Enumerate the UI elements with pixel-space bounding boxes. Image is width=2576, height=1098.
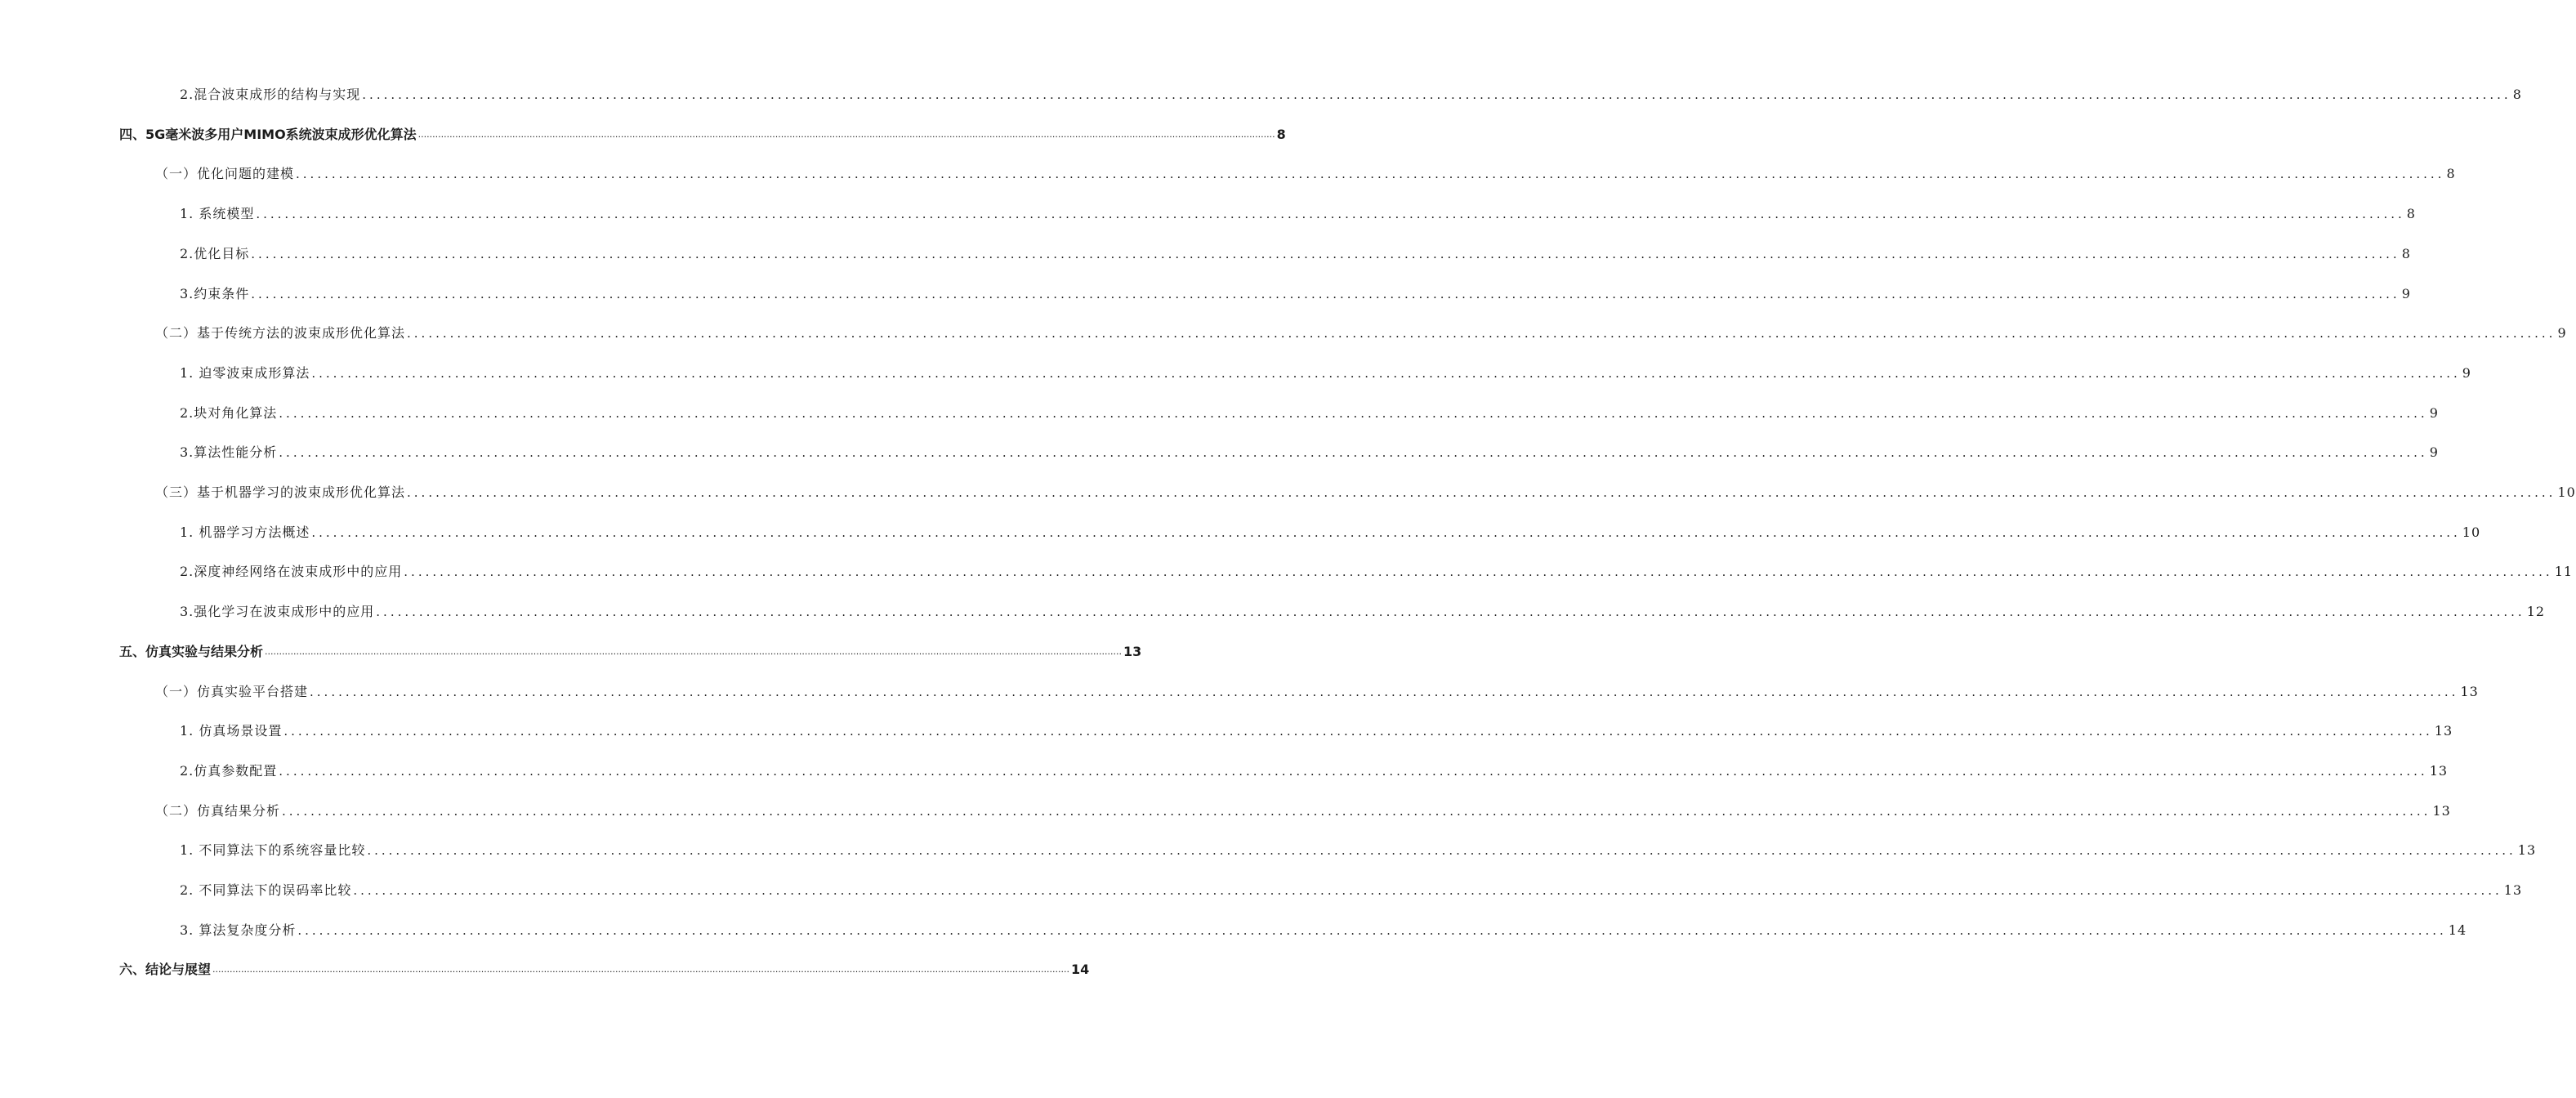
toc-entry[interactable] bbox=[180, 761, 2449, 781]
toc-entry-page-number: 13 bbox=[2517, 842, 2537, 858]
toc-entry-page-number: 13 bbox=[2429, 763, 2449, 779]
toc-entry-page-number: 8 bbox=[2401, 246, 2411, 261]
toc-leader-dots: ............................................................................................................................................................................................................................................................................................................ bbox=[404, 565, 2553, 579]
toc-leader-dots: ............................................................................................................................................................................................................................................................................................................ bbox=[251, 247, 2400, 261]
toc-entry-page-number: 9 bbox=[2429, 405, 2439, 421]
toc-entry-page-number: 9 bbox=[2462, 365, 2471, 381]
toc-entry-title: 1. 仿真场景设置 bbox=[180, 723, 283, 739]
toc-leader-dots: ............................................................................................................................................................................................................................................................................................................ bbox=[279, 445, 2428, 460]
toc-entry[interactable] bbox=[119, 960, 1090, 980]
toc-entry-title: 3.算法性能分析 bbox=[180, 444, 278, 460]
toc-entry[interactable] bbox=[180, 881, 2523, 900]
toc-leader-dots: ............................................................................................................................................................................................................................................................................................................ bbox=[212, 964, 1069, 975]
toc-entry-title: （二）仿真结果分析 bbox=[155, 803, 281, 819]
toc-entry-page-number: 13 bbox=[2432, 803, 2451, 819]
toc-leader-dots: ............................................................................................................................................................................................................................................................................................................ bbox=[310, 685, 2459, 699]
toc-entry[interactable] bbox=[180, 523, 2481, 542]
toc-entry-title: （二）基于传统方法的波束成形优化算法 bbox=[155, 325, 406, 341]
toc-entry[interactable] bbox=[180, 602, 2546, 622]
toc-entry-page-number: 14 bbox=[2448, 922, 2467, 938]
toc-entry[interactable] bbox=[155, 801, 2451, 821]
toc-entry-title: （一）仿真实验平台搭建 bbox=[155, 684, 309, 699]
toc-entry-page-number: 13 bbox=[2460, 684, 2479, 699]
toc-entry-page-number: 12 bbox=[2526, 604, 2546, 619]
toc-entry-title: 1. 迫零波束成形算法 bbox=[180, 365, 310, 381]
toc-leader-dots: ............................................................................................................................................................................................................................................................................................................ bbox=[367, 843, 2516, 858]
toc-entry[interactable] bbox=[180, 244, 2411, 264]
toc-entry-page-number: 13 bbox=[2503, 882, 2523, 898]
toc-entry-title: （一）优化问题的建模 bbox=[155, 166, 295, 181]
toc-entry-title: 2. 不同算法下的误码率比较 bbox=[180, 882, 352, 898]
toc-entry-title: 3.约束条件 bbox=[180, 286, 250, 301]
toc-entry[interactable] bbox=[119, 125, 1286, 145]
toc-entry-page-number: 8 bbox=[2406, 206, 2416, 221]
toc-entry[interactable] bbox=[119, 642, 1142, 662]
toc-entry-title: 1. 不同算法下的系统容量比较 bbox=[180, 842, 366, 858]
toc-entry[interactable] bbox=[180, 404, 2439, 423]
toc-leader-dots: ............................................................................................................................................................................................................................................................................................................ bbox=[407, 326, 2556, 341]
toc-entry-title: 六、结论与展望 bbox=[119, 962, 212, 977]
toc-leader-dots: ............................................................................................................................................................................................................................................................................................................ bbox=[311, 525, 2461, 540]
toc-entry[interactable] bbox=[155, 164, 2456, 184]
toc-entry[interactable] bbox=[155, 483, 2576, 502]
toc-entry-title: 2.块对角化算法 bbox=[180, 405, 278, 421]
toc-entry[interactable] bbox=[155, 324, 2567, 343]
toc-entry-page-number: 10 bbox=[2557, 484, 2576, 500]
toc-entry-page-number: 13 bbox=[2434, 723, 2453, 739]
toc-entry-page-number: 8 bbox=[2512, 87, 2522, 102]
toc-entry[interactable] bbox=[155, 682, 2479, 702]
toc-leader-dots: ............................................................................................................................................................................................................................................................................................................ bbox=[376, 605, 2525, 619]
toc-entry[interactable] bbox=[180, 721, 2453, 741]
toc-leader-dots: ............................................................................................................................................................................................................................................................................................................ bbox=[297, 923, 2447, 938]
toc-entry-page-number: 9 bbox=[2557, 325, 2567, 341]
toc-leader-dots: ............................................................................................................................................................................................................................................................................................................ bbox=[283, 724, 2433, 739]
toc-entry-page-number: 14 bbox=[1071, 962, 1090, 977]
toc-entry-page-number: 8 bbox=[2446, 166, 2456, 181]
toc-entry-page-number: 10 bbox=[2462, 524, 2481, 540]
toc-leader-dots: ............................................................................................................................................................................................................................................................................................................ bbox=[417, 129, 1275, 140]
toc-entry-title: 四、5G毫米波多用户MIMO系统波束成形优化算法 bbox=[119, 127, 417, 142]
toc-entry-title: 2.混合波束成形的结构与实现 bbox=[180, 87, 361, 102]
toc-entry-page-number: 9 bbox=[2429, 444, 2439, 460]
toc-entry[interactable] bbox=[180, 921, 2467, 940]
toc-entry[interactable] bbox=[180, 364, 2471, 383]
toc-entry-title: 1. 系统模型 bbox=[180, 206, 255, 221]
toc-leader-dots: ............................................................................................................................................................................................................................................................................................................ bbox=[251, 287, 2400, 301]
toc-entry-page-number: 9 bbox=[2401, 286, 2411, 301]
toc-entry-page-number: 11 bbox=[2554, 564, 2574, 579]
toc-leader-dots: ............................................................................................................................................................................................................................................................................................................ bbox=[282, 804, 2431, 819]
toc-entry[interactable] bbox=[180, 284, 2411, 304]
toc-entry-page-number: 8 bbox=[1276, 127, 1286, 142]
toc-entry[interactable] bbox=[180, 562, 2574, 582]
toc-entry-title: 2.优化目标 bbox=[180, 246, 250, 261]
toc-leader-dots: ............................................................................................................................................................................................................................................................................................................ bbox=[279, 406, 2428, 421]
toc-leader-dots: ............................................................................................................................................................................................................................................................................................................ bbox=[296, 167, 2445, 181]
toc-entry-title: 五、仿真实验与结果分析 bbox=[119, 644, 264, 659]
toc-leader-dots: ............................................................................................................................................................................................................................................................................................................ bbox=[407, 485, 2556, 500]
toc-entry[interactable] bbox=[180, 204, 2416, 224]
toc-entry-title: 2.仿真参数配置 bbox=[180, 763, 278, 779]
toc-entry-title: （三）基于机器学习的波束成形优化算法 bbox=[155, 484, 406, 500]
toc-entry-title: 3. 算法复杂度分析 bbox=[180, 922, 297, 938]
toc-leader-dots: ............................................................................................................................................................................................................................................................................................................ bbox=[362, 87, 2511, 102]
toc-entry-title: 2.深度神经网络在波束成形中的应用 bbox=[180, 564, 403, 579]
toc-leader-dots: ............................................................................................................................................................................................................................................................................................................ bbox=[256, 207, 2405, 221]
toc-entry[interactable] bbox=[180, 443, 2439, 462]
toc-leader-dots: ............................................................................................................................................................................................................................................................................................................ bbox=[279, 764, 2428, 779]
toc-entry-title: 1. 机器学习方法概述 bbox=[180, 524, 310, 540]
toc-leader-dots: ............................................................................................................................................................................................................................................................................................................ bbox=[265, 646, 1122, 657]
toc-entry[interactable] bbox=[180, 841, 2537, 860]
toc-entry[interactable] bbox=[180, 85, 2522, 105]
toc-entry-title: 3.强化学习在波束成形中的应用 bbox=[180, 604, 375, 619]
toc-leader-dots: ............................................................................................................................................................................................................................................................................................................ bbox=[353, 883, 2502, 898]
toc-entry-page-number: 13 bbox=[1123, 644, 1142, 659]
toc-leader-dots: ............................................................................................................................................................................................................................................................................................................ bbox=[311, 366, 2461, 381]
